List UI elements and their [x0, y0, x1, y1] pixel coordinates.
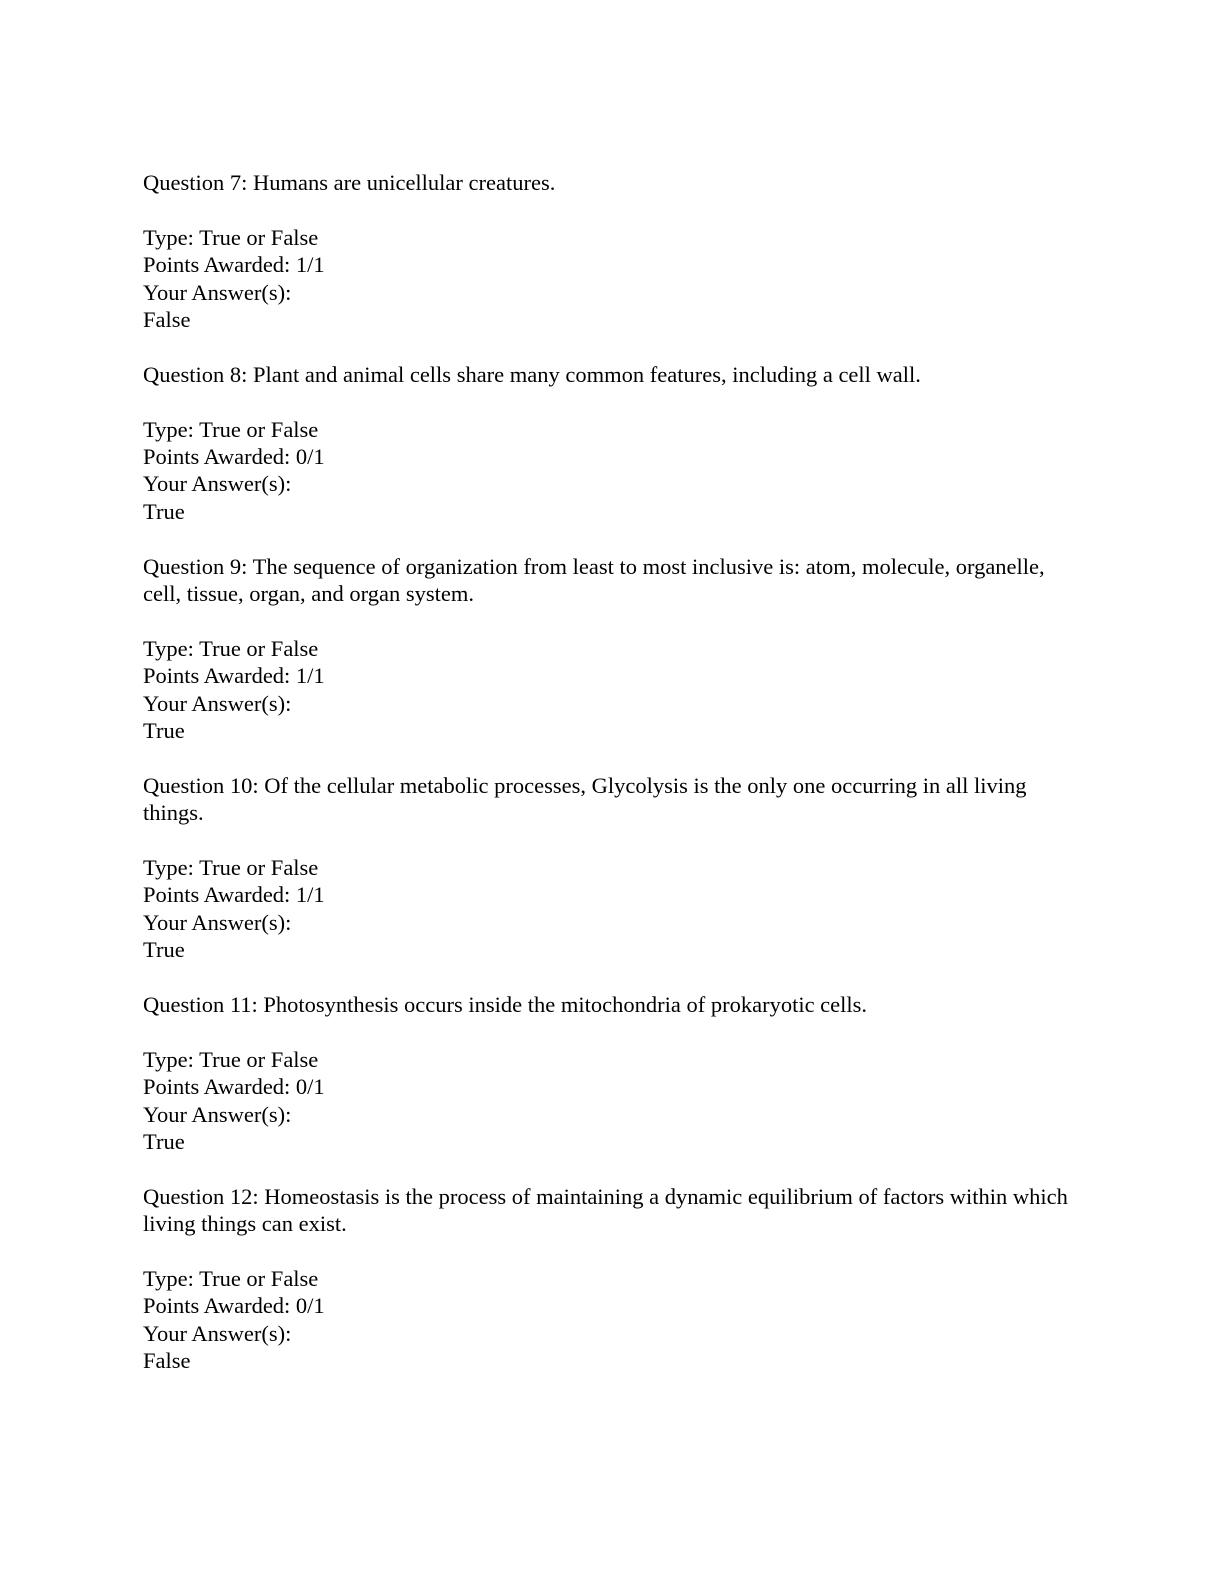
- question-text: Question 11: Photosynthesis occurs inside the mitochondria of prokaryotic cells.: [143, 992, 868, 1018]
- question-block: [143, 169, 1083, 333]
- question-type: Type: True or False: [143, 416, 319, 442]
- question-type: Type: True or False: [143, 855, 319, 881]
- question-block: [143, 772, 1083, 964]
- answer-label: Your Answer(s):: [143, 690, 292, 716]
- question-block: [143, 553, 1083, 745]
- question-type: Type: True or False: [143, 224, 319, 250]
- question-type: Type: True or False: [143, 1266, 319, 1292]
- answer-value: False: [143, 1348, 191, 1374]
- points-awarded: Points Awarded: 0/1: [143, 1293, 325, 1319]
- question-block: [143, 991, 1083, 1155]
- answer-value: False: [143, 307, 191, 333]
- answer-label: Your Answer(s):: [143, 909, 292, 935]
- answer-value: True: [143, 718, 185, 744]
- answer-label: Your Answer(s):: [143, 1101, 292, 1127]
- answer-label: Your Answer(s):: [143, 471, 292, 497]
- question-text: Question 7: Humans are unicellular creatures.: [143, 170, 556, 195]
- answer-value: True: [143, 498, 185, 524]
- question-type: Type: True or False: [143, 635, 319, 661]
- points-awarded: Points Awarded: 1/1: [143, 252, 325, 278]
- answer-label: Your Answer(s):: [143, 279, 292, 305]
- points-awarded: Points Awarded: 1/1: [143, 882, 325, 908]
- question-block: [143, 361, 1083, 525]
- answer-value: True: [143, 937, 185, 963]
- question-type: Type: True or False: [143, 1046, 319, 1072]
- question-block: [143, 1183, 1083, 1375]
- answer-value: True: [143, 1129, 185, 1155]
- document-page: [143, 169, 1083, 1402]
- points-awarded: Points Awarded: 0/1: [143, 1074, 325, 1100]
- points-awarded: Points Awarded: 1/1: [143, 663, 325, 689]
- question-text: Question 10: Of the cellular metabolic processes, Glycolysis is the only one occurring in all living things.: [143, 772, 1027, 826]
- question-text: Question 8: Plant and animal cells share many common features, including a cell wall.: [143, 361, 921, 387]
- points-awarded: Points Awarded: 0/1: [143, 444, 325, 470]
- question-text: Question 12: Homeostasis is the process of maintaining a dynamic equilibrium of factors within which living things can exist.: [143, 1183, 1068, 1237]
- question-text: Question 9: The sequence of organization from least to most inclusive is: atom, molecule, organelle, cell, tissue, organ, and organ system.: [143, 553, 1045, 607]
- answer-label: Your Answer(s):: [143, 1320, 292, 1346]
